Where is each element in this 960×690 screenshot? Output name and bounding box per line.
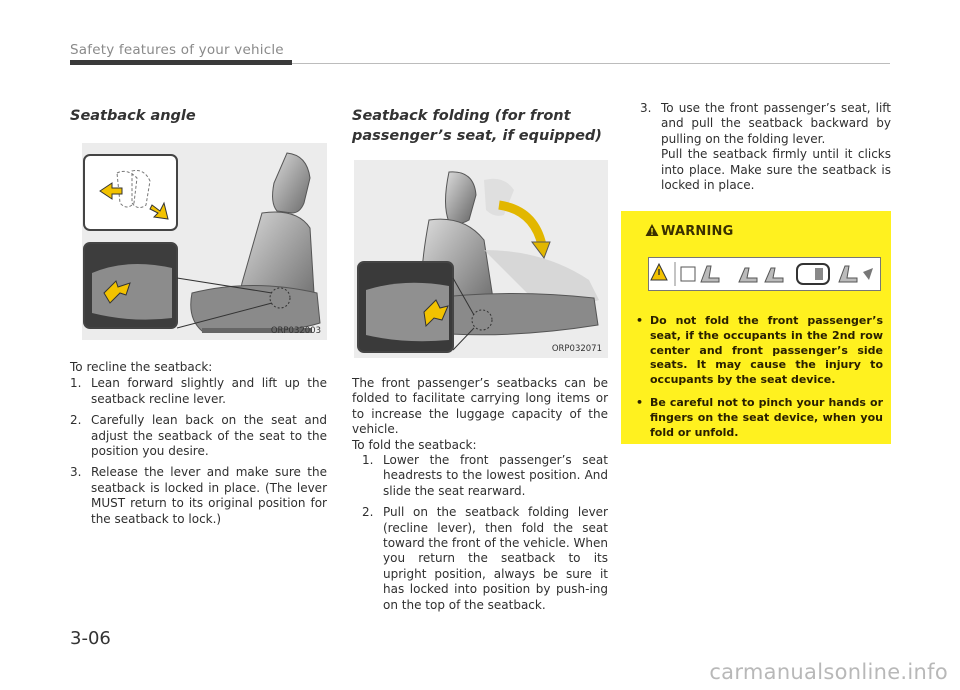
list-item: 2. Pull on the seatback folding lever (recline lever), then fold the seat toward the front of the vehicle. When you return the seatback to its upright position, always be sure it has locked into position by push-ing on the top of the seatback. — [362, 505, 608, 612]
list-item: 1. Lean forward slightly and lift up the seatback recline lever. — [70, 376, 327, 406]
list-item: 1. Lower the front passenger’s seat headrests to the lowest position. And slide the seat rearward. — [362, 453, 608, 498]
seat-fold-illustration — [354, 160, 608, 358]
list-item: • Do not fold the front passenger’s seat, if the occupants in the 2nd row center and front passenger’s side seats. It may cause the injury to occupants by the seat device. — [636, 314, 883, 387]
middle-body — [352, 376, 608, 619]
header-bar — [70, 60, 292, 65]
right-body — [640, 101, 891, 193]
figure-seatback-folding — [354, 160, 608, 358]
left-body — [70, 360, 327, 533]
folding-step-3 — [640, 101, 891, 147]
warning-bullets — [633, 314, 883, 448]
figure-code: ORP032003 — [270, 326, 321, 336]
header-rule — [292, 63, 890, 64]
recline-intro: To recline the seatback: — [70, 360, 213, 374]
figure-seatback-angle — [82, 143, 327, 340]
heading-seatback-folding: Seatback folding (for front passenger’s seat, if equipped) — [352, 108, 602, 144]
recline-steps — [70, 376, 327, 527]
heading-seatback-angle: Seatback angle — [70, 108, 196, 124]
seat-device-pictograms — [649, 258, 880, 290]
seat-recline-illustration — [82, 143, 327, 340]
list-item: 2. Carefully lean back on the seat and adjust the seatback of the seat to the position you desire. — [70, 413, 327, 459]
warning-box — [621, 211, 891, 444]
page-number: 3-06 — [70, 628, 111, 649]
folding-intro: To fold the seatback: — [352, 437, 477, 452]
list-item: 3. To use the front passenger’s seat, lift and pull the seatback backward by pulling on the folding lever. — [640, 101, 891, 146]
folding-steps — [352, 453, 608, 613]
warning-triangle-icon — [645, 223, 659, 237]
section-header: Safety features of your vehicle — [70, 42, 284, 58]
watermark: carmanualsonline.info — [709, 660, 948, 684]
step-3-followup: Pull the seatback firmly until it clicks into place. Make sure the seatback is locked in place. — [661, 147, 891, 193]
figure-code: ORP032071 — [551, 344, 602, 354]
warning-title: WARNING — [661, 224, 734, 239]
list-item: • Be careful not to pinch your hands or fingers on the seat device, when you fold or unfold. — [636, 395, 883, 439]
warning-pictogram-strip — [648, 257, 881, 291]
folding-paragraph: The front passenger’s seatbacks can be folded to facilitate carrying long items or to increase the luggage capacity of the vehicle. — [352, 376, 608, 437]
list-item: 3. Release the lever and make sure the seatback is locked in place. (The lever MUST return to its original position for the seatback to lock.) — [70, 465, 327, 526]
